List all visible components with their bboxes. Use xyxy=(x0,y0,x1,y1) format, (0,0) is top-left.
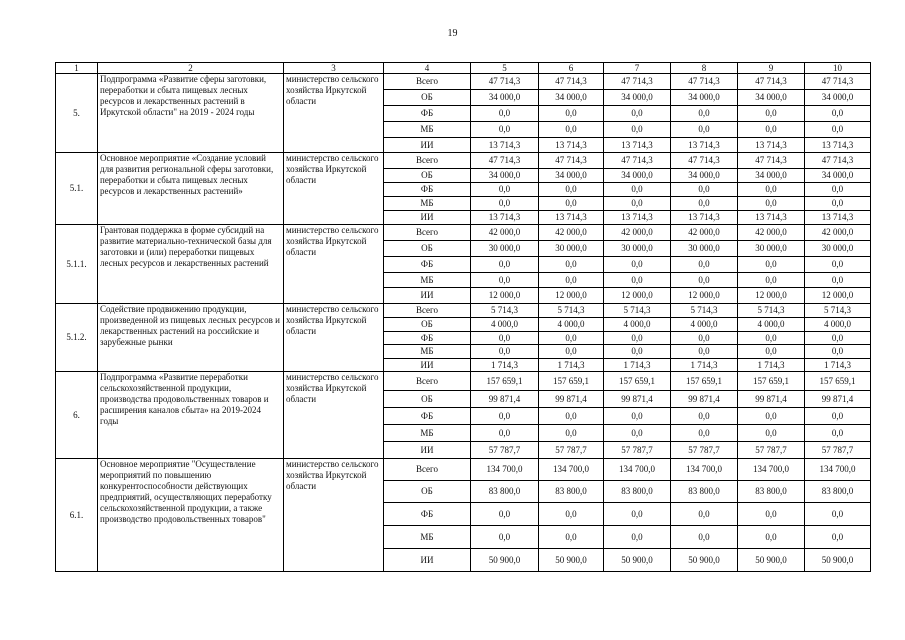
value-cell: 0,0 xyxy=(738,503,805,526)
table-row xyxy=(56,153,871,169)
value-cell: 4 000,0 xyxy=(471,318,539,332)
value-cell: 47 714,3 xyxy=(671,153,738,169)
value-cell: 0,0 xyxy=(539,425,604,442)
funding-source: ОБ xyxy=(384,90,471,106)
funding-source: ОБ xyxy=(384,318,471,332)
item-number: 5.1.2. xyxy=(56,304,98,372)
item-number: 5.1.1. xyxy=(56,225,98,304)
table-row xyxy=(56,304,871,318)
funding-source: ФБ xyxy=(384,106,471,122)
value-cell: 13 714,3 xyxy=(671,138,738,153)
table-row xyxy=(56,459,871,481)
value-cell: 99 871,4 xyxy=(738,391,805,408)
item-executor: министерство сельского хозяйства Иркутской области xyxy=(284,459,384,572)
value-cell: 134 700,0 xyxy=(604,459,671,481)
value-cell: 47 714,3 xyxy=(738,74,805,90)
value-cell: 0,0 xyxy=(805,332,871,345)
funding-source: ИИ xyxy=(384,138,471,153)
value-cell: 0,0 xyxy=(671,425,738,442)
value-cell: 0,0 xyxy=(471,345,539,359)
value-cell: 99 871,4 xyxy=(671,391,738,408)
value-cell: 0,0 xyxy=(604,332,671,345)
value-cell: 0,0 xyxy=(471,106,539,122)
funding-source: ФБ xyxy=(384,257,471,273)
value-cell: 4 000,0 xyxy=(671,318,738,332)
header-cell: 5 xyxy=(471,63,539,74)
value-cell: 57 787,7 xyxy=(471,442,539,459)
value-cell: 0,0 xyxy=(604,408,671,425)
item-description: Подпрограмма «Развитие сферы заготовки, переработки и сбыта пищевых лесных ресурсов и лекарственных растений в Иркутской области" на 2019 - 2024 годы xyxy=(98,74,284,153)
value-cell: 5 714,3 xyxy=(471,304,539,318)
value-cell: 0,0 xyxy=(738,345,805,359)
value-cell: 0,0 xyxy=(604,526,671,549)
value-cell: 157 659,1 xyxy=(539,372,604,391)
value-cell: 0,0 xyxy=(805,183,871,197)
value-cell: 0,0 xyxy=(604,106,671,122)
value-cell: 0,0 xyxy=(805,526,871,549)
item-number: 6. xyxy=(56,372,98,459)
value-cell: 12 000,0 xyxy=(539,288,604,304)
value-cell: 157 659,1 xyxy=(471,372,539,391)
funding-source: Всего xyxy=(384,74,471,90)
value-cell: 0,0 xyxy=(671,345,738,359)
value-cell: 42 000,0 xyxy=(539,225,604,241)
item-executor: министерство сельского хозяйства Иркутской области xyxy=(284,225,384,304)
header-row xyxy=(56,63,871,74)
value-cell: 83 800,0 xyxy=(671,481,738,503)
funding-source: МБ xyxy=(384,345,471,359)
value-cell: 1 714,3 xyxy=(539,359,604,372)
funding-source: МБ xyxy=(384,273,471,288)
item-description: Подпрограмма «Развитие переработки сельскохозяйственной продукции, производства продовольственных товаров и расширения каналов сбыта» на 2019-2024 годы xyxy=(98,372,284,459)
header-cell: 10 xyxy=(805,63,871,74)
item-executor: министерство сельского хозяйства Иркутской области xyxy=(284,74,384,153)
value-cell: 99 871,4 xyxy=(604,391,671,408)
value-cell: 34 000,0 xyxy=(539,90,604,106)
value-cell: 0,0 xyxy=(738,526,805,549)
value-cell: 47 714,3 xyxy=(671,74,738,90)
funding-source: ИИ xyxy=(384,549,471,572)
value-cell: 34 000,0 xyxy=(671,169,738,183)
value-cell: 0,0 xyxy=(604,345,671,359)
value-cell: 0,0 xyxy=(738,257,805,273)
funding-source: ФБ xyxy=(384,183,471,197)
funding-source: ОБ xyxy=(384,241,471,257)
value-cell: 30 000,0 xyxy=(671,241,738,257)
value-cell: 83 800,0 xyxy=(604,481,671,503)
value-cell: 34 000,0 xyxy=(471,169,539,183)
value-cell: 5 714,3 xyxy=(738,304,805,318)
value-cell: 34 000,0 xyxy=(604,90,671,106)
value-cell: 0,0 xyxy=(805,106,871,122)
value-cell: 0,0 xyxy=(671,122,738,138)
value-cell: 157 659,1 xyxy=(671,372,738,391)
value-cell: 47 714,3 xyxy=(604,74,671,90)
value-cell: 34 000,0 xyxy=(805,169,871,183)
value-cell: 0,0 xyxy=(738,197,805,211)
value-cell: 1 714,3 xyxy=(604,359,671,372)
value-cell: 0,0 xyxy=(471,122,539,138)
value-cell: 0,0 xyxy=(539,273,604,288)
value-cell: 34 000,0 xyxy=(738,90,805,106)
funding-source: ФБ xyxy=(384,408,471,425)
value-cell: 50 900,0 xyxy=(738,549,805,572)
budget-table xyxy=(55,62,871,572)
item-executor: министерство сельского хозяйства Иркутской области xyxy=(284,304,384,372)
value-cell: 0,0 xyxy=(671,526,738,549)
value-cell: 57 787,7 xyxy=(671,442,738,459)
value-cell: 50 900,0 xyxy=(604,549,671,572)
value-cell: 0,0 xyxy=(805,122,871,138)
value-cell: 1 714,3 xyxy=(671,359,738,372)
value-cell: 0,0 xyxy=(738,425,805,442)
value-cell: 0,0 xyxy=(738,106,805,122)
value-cell: 4 000,0 xyxy=(738,318,805,332)
value-cell: 0,0 xyxy=(805,425,871,442)
value-cell: 0,0 xyxy=(738,122,805,138)
value-cell: 0,0 xyxy=(471,197,539,211)
value-cell: 12 000,0 xyxy=(471,288,539,304)
header-cell: 6 xyxy=(539,63,604,74)
value-cell: 12 000,0 xyxy=(738,288,805,304)
value-cell: 42 000,0 xyxy=(671,225,738,241)
funding-source: ФБ xyxy=(384,332,471,345)
value-cell: 50 900,0 xyxy=(471,549,539,572)
value-cell: 30 000,0 xyxy=(604,241,671,257)
funding-source: Всего xyxy=(384,459,471,481)
value-cell: 0,0 xyxy=(671,332,738,345)
value-cell: 50 900,0 xyxy=(539,549,604,572)
value-cell: 134 700,0 xyxy=(471,459,539,481)
item-description: Содействие продвижению продукции, произведенной из пищевых лесных ресурсов и лекарственных растений на российские и зарубежные рынки xyxy=(98,304,284,372)
value-cell: 0,0 xyxy=(738,183,805,197)
funding-source: Всего xyxy=(384,153,471,169)
funding-source: ИИ xyxy=(384,288,471,304)
value-cell: 0,0 xyxy=(738,408,805,425)
value-cell: 30 000,0 xyxy=(539,241,604,257)
value-cell: 47 714,3 xyxy=(604,153,671,169)
value-cell: 42 000,0 xyxy=(805,225,871,241)
header-cell: 4 xyxy=(384,63,471,74)
value-cell: 13 714,3 xyxy=(738,138,805,153)
value-cell: 47 714,3 xyxy=(805,153,871,169)
value-cell: 83 800,0 xyxy=(539,481,604,503)
value-cell: 0,0 xyxy=(471,332,539,345)
value-cell: 13 714,3 xyxy=(738,211,805,225)
value-cell: 34 000,0 xyxy=(604,169,671,183)
table-row xyxy=(56,225,871,241)
table-row xyxy=(56,372,871,391)
table-body xyxy=(56,63,871,572)
value-cell: 50 900,0 xyxy=(671,549,738,572)
value-cell: 0,0 xyxy=(539,197,604,211)
value-cell: 0,0 xyxy=(604,425,671,442)
item-number: 5. xyxy=(56,74,98,153)
funding-source: МБ xyxy=(384,197,471,211)
item-description: Основное мероприятие «Создание условий для развития региональной сферы заготовки, переработки и сбыта пищевых лесных ресурсов и лекарственных растений» xyxy=(98,153,284,225)
value-cell: 13 714,3 xyxy=(671,211,738,225)
header-cell: 3 xyxy=(284,63,384,74)
value-cell: 13 714,3 xyxy=(604,211,671,225)
value-cell: 57 787,7 xyxy=(539,442,604,459)
value-cell: 30 000,0 xyxy=(805,241,871,257)
value-cell: 1 714,3 xyxy=(738,359,805,372)
value-cell: 0,0 xyxy=(539,106,604,122)
value-cell: 0,0 xyxy=(805,197,871,211)
value-cell: 0,0 xyxy=(671,197,738,211)
funding-source: ОБ xyxy=(384,391,471,408)
value-cell: 1 714,3 xyxy=(471,359,539,372)
value-cell: 157 659,1 xyxy=(805,372,871,391)
value-cell: 13 714,3 xyxy=(471,138,539,153)
value-cell: 34 000,0 xyxy=(738,169,805,183)
value-cell: 47 714,3 xyxy=(471,74,539,90)
value-cell: 83 800,0 xyxy=(805,481,871,503)
funding-source: ИИ xyxy=(384,211,471,225)
value-cell: 0,0 xyxy=(604,257,671,273)
value-cell: 0,0 xyxy=(671,257,738,273)
value-cell: 0,0 xyxy=(539,122,604,138)
value-cell: 30 000,0 xyxy=(738,241,805,257)
value-cell: 34 000,0 xyxy=(671,90,738,106)
value-cell: 47 714,3 xyxy=(738,153,805,169)
value-cell: 0,0 xyxy=(539,183,604,197)
value-cell: 0,0 xyxy=(805,503,871,526)
table-row xyxy=(56,74,871,90)
value-cell: 134 700,0 xyxy=(671,459,738,481)
value-cell: 0,0 xyxy=(671,503,738,526)
item-number: 5.1. xyxy=(56,153,98,225)
value-cell: 134 700,0 xyxy=(805,459,871,481)
value-cell: 13 714,3 xyxy=(604,138,671,153)
value-cell: 5 714,3 xyxy=(671,304,738,318)
value-cell: 0,0 xyxy=(671,273,738,288)
value-cell: 47 714,3 xyxy=(539,74,604,90)
value-cell: 57 787,7 xyxy=(805,442,871,459)
funding-source: Всего xyxy=(384,304,471,318)
funding-source: ОБ xyxy=(384,481,471,503)
value-cell: 5 714,3 xyxy=(604,304,671,318)
item-description: Основное мероприятие "Осуществление мероприятий по повышению конкурентоспособности действующих предприятий, осуществляющих переработку сельскохозяйственной продукции, а также производство продовольственных товаров" xyxy=(98,459,284,572)
funding-source: Всего xyxy=(384,225,471,241)
value-cell: 0,0 xyxy=(539,345,604,359)
value-cell: 12 000,0 xyxy=(604,288,671,304)
item-number: 6.1. xyxy=(56,459,98,572)
value-cell: 5 714,3 xyxy=(539,304,604,318)
value-cell: 5 714,3 xyxy=(805,304,871,318)
value-cell: 157 659,1 xyxy=(604,372,671,391)
value-cell: 83 800,0 xyxy=(471,481,539,503)
value-cell: 0,0 xyxy=(805,345,871,359)
value-cell: 99 871,4 xyxy=(805,391,871,408)
value-cell: 57 787,7 xyxy=(738,442,805,459)
value-cell: 0,0 xyxy=(604,197,671,211)
value-cell: 57 787,7 xyxy=(604,442,671,459)
value-cell: 0,0 xyxy=(805,273,871,288)
value-cell: 99 871,4 xyxy=(471,391,539,408)
value-cell: 34 000,0 xyxy=(805,90,871,106)
value-cell: 34 000,0 xyxy=(471,90,539,106)
value-cell: 0,0 xyxy=(604,183,671,197)
header-cell: 7 xyxy=(604,63,671,74)
value-cell: 1 714,3 xyxy=(805,359,871,372)
value-cell: 0,0 xyxy=(539,526,604,549)
value-cell: 0,0 xyxy=(539,503,604,526)
value-cell: 0,0 xyxy=(604,273,671,288)
value-cell: 50 900,0 xyxy=(805,549,871,572)
header-cell: 9 xyxy=(738,63,805,74)
value-cell: 0,0 xyxy=(471,257,539,273)
value-cell: 13 714,3 xyxy=(539,138,604,153)
value-cell: 0,0 xyxy=(671,408,738,425)
value-cell: 47 714,3 xyxy=(805,74,871,90)
value-cell: 83 800,0 xyxy=(738,481,805,503)
header-cell: 2 xyxy=(98,63,284,74)
value-cell: 134 700,0 xyxy=(738,459,805,481)
value-cell: 0,0 xyxy=(539,332,604,345)
header-cell: 8 xyxy=(671,63,738,74)
value-cell: 13 714,3 xyxy=(471,211,539,225)
value-cell: 0,0 xyxy=(471,183,539,197)
funding-source: ИИ xyxy=(384,442,471,459)
value-cell: 13 714,3 xyxy=(539,211,604,225)
item-description: Грантовая поддержка в форме субсидий на развитие материально-технической базы для заготовки и (или) переработки пищевых лесных ресурсов и лекарственных растений xyxy=(98,225,284,304)
value-cell: 47 714,3 xyxy=(471,153,539,169)
value-cell: 134 700,0 xyxy=(539,459,604,481)
value-cell: 0,0 xyxy=(604,503,671,526)
value-cell: 0,0 xyxy=(539,408,604,425)
funding-source: ФБ xyxy=(384,503,471,526)
funding-source: МБ xyxy=(384,425,471,442)
value-cell: 4 000,0 xyxy=(539,318,604,332)
funding-source: МБ xyxy=(384,122,471,138)
funding-source: ИИ xyxy=(384,359,471,372)
value-cell: 42 000,0 xyxy=(604,225,671,241)
value-cell: 47 714,3 xyxy=(539,153,604,169)
value-cell: 0,0 xyxy=(738,273,805,288)
value-cell: 0,0 xyxy=(471,503,539,526)
value-cell: 0,0 xyxy=(539,257,604,273)
value-cell: 0,0 xyxy=(805,408,871,425)
value-cell: 13 714,3 xyxy=(805,138,871,153)
value-cell: 12 000,0 xyxy=(805,288,871,304)
item-executor: министерство сельского хозяйства Иркутской области xyxy=(284,372,384,459)
page-number: 19 xyxy=(447,28,458,39)
funding-source: ОБ xyxy=(384,169,471,183)
value-cell: 0,0 xyxy=(671,183,738,197)
value-cell: 30 000,0 xyxy=(471,241,539,257)
value-cell: 4 000,0 xyxy=(604,318,671,332)
funding-source: МБ xyxy=(384,526,471,549)
value-cell: 4 000,0 xyxy=(805,318,871,332)
value-cell: 0,0 xyxy=(805,257,871,273)
header-cell: 1 xyxy=(56,63,98,74)
value-cell: 0,0 xyxy=(471,408,539,425)
value-cell: 0,0 xyxy=(671,106,738,122)
value-cell: 0,0 xyxy=(471,425,539,442)
funding-source: Всего xyxy=(384,372,471,391)
value-cell: 0,0 xyxy=(471,273,539,288)
value-cell: 0,0 xyxy=(604,122,671,138)
value-cell: 42 000,0 xyxy=(471,225,539,241)
value-cell: 0,0 xyxy=(471,526,539,549)
value-cell: 99 871,4 xyxy=(539,391,604,408)
value-cell: 34 000,0 xyxy=(539,169,604,183)
value-cell: 0,0 xyxy=(738,332,805,345)
item-executor: министерство сельского хозяйства Иркутской области xyxy=(284,153,384,225)
value-cell: 13 714,3 xyxy=(805,211,871,225)
value-cell: 12 000,0 xyxy=(671,288,738,304)
value-cell: 42 000,0 xyxy=(738,225,805,241)
value-cell: 157 659,1 xyxy=(738,372,805,391)
